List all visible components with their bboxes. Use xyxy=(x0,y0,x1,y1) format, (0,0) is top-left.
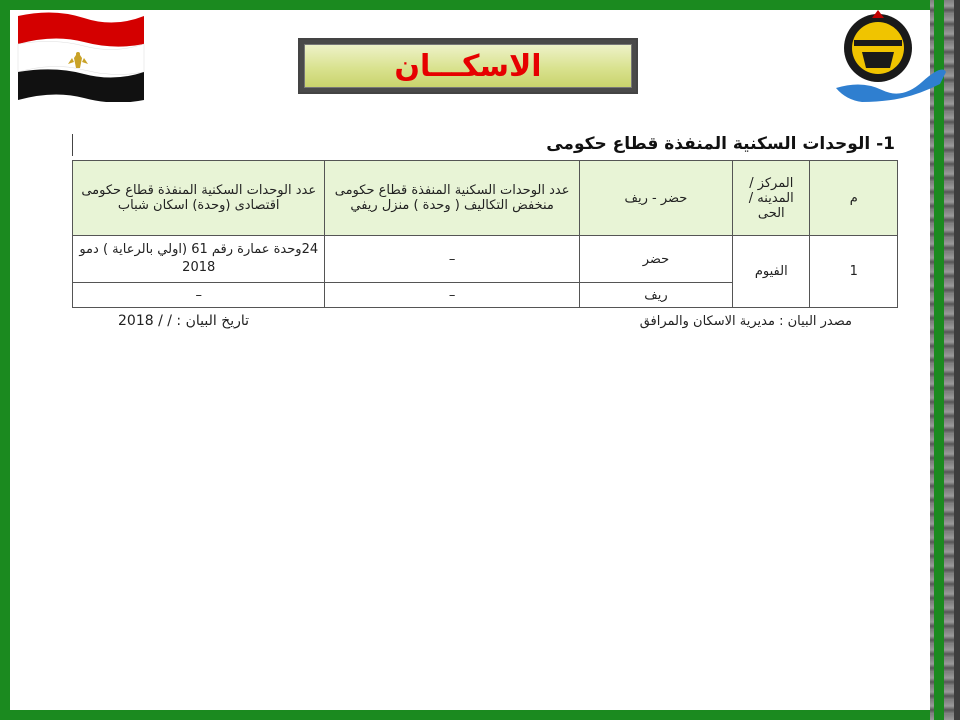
section-heading: 1- الوحدات السكنية المنفذة قطاع حكومى xyxy=(546,134,895,154)
header-markaz: المركز /المدينه /الحى xyxy=(733,161,810,236)
header-urban-rural: حضر - ريف xyxy=(579,161,732,236)
title-banner-inner xyxy=(304,44,632,88)
data-date-note: تاريخ البيان : / / 2018 xyxy=(118,313,250,329)
header-low-cost-units: عدد الوحدات السكنية المنفذة قطاع حكومى منخفض التكاليف ( وحدة ) منزل ريفي xyxy=(325,161,579,236)
section-header xyxy=(72,134,899,156)
economic-rural-cell: – xyxy=(73,283,325,308)
row-number-cell: 1 xyxy=(810,236,898,308)
egypt-flag-icon xyxy=(14,10,148,102)
rural-label-cell: ريف xyxy=(579,283,732,308)
economic-urban-cell: 24وحدة عمارة رقم 61 (اولي بالرعاية ) دمو 2018 xyxy=(73,236,325,283)
table-row xyxy=(73,236,898,283)
fayoum-logo-icon xyxy=(832,10,948,106)
low-cost-rural-cell: – xyxy=(325,283,579,308)
decorative-side-bar xyxy=(930,0,960,720)
low-cost-urban-cell: – xyxy=(325,236,579,283)
page-title: الاسكـــان xyxy=(394,48,542,84)
housing-units-table xyxy=(72,160,898,308)
urban-label-cell: حضر xyxy=(579,236,732,283)
data-source-note: مصدر البيان : مديرية الاسكان والمرافق xyxy=(639,314,852,329)
title-banner xyxy=(298,38,638,94)
header-economic-units: عدد الوحدات السكنية المنفذة قطاع حكومى اقتصادى (وحدة) اسكان شباب xyxy=(73,161,325,236)
table-header-row xyxy=(73,161,898,236)
header-m: م xyxy=(810,161,898,236)
markaz-cell: الفيوم xyxy=(733,236,810,308)
